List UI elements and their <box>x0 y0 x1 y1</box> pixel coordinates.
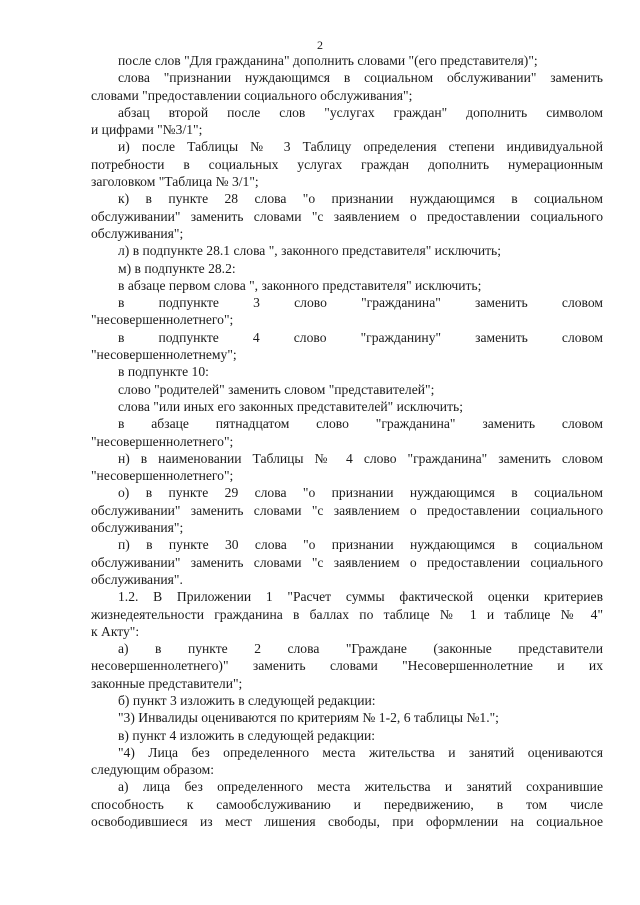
text-line: "3) Инвалиды оцениваются по критериям № 1-2, 6 таблицы №1."; <box>118 710 499 726</box>
text-line: обслуживания"; <box>91 520 184 536</box>
text-line: словами "предоставлении социального обслуживания"; <box>91 87 413 103</box>
text-line: н) в наименовании Таблицы № 4 слово "гражданина" заменить словом <box>118 450 603 466</box>
document-body <box>91 52 603 830</box>
text-line: потребности в социальных услугах граждан дополнить нумерационным <box>91 156 603 172</box>
text-line: слова "признании нуждающимся в социальном обслуживании" заменить <box>118 70 603 86</box>
text-line: а) в пункте 2 слова "Граждане (законные представители <box>118 641 603 657</box>
text-line: "несовершеннолетнему"; <box>91 347 237 363</box>
text-line: "несовершеннолетнего"; <box>91 468 234 484</box>
text-line: м) в подпункте 28.2: <box>118 260 236 276</box>
text-line: жизнедеятельности гражданина в баллах по таблице № 1 и таблице № 4" <box>91 606 603 622</box>
text-line: заголовком "Таблица № 3/1"; <box>91 174 259 190</box>
text-line: после слов "Для гражданина" дополнить словами "(его представителя)"; <box>118 53 538 68</box>
text-line: "несовершеннолетнего"; <box>91 312 234 328</box>
text-line: слово "родителей" заменить словом "представителей"; <box>118 381 435 397</box>
text-line: обслуживания". <box>91 571 183 587</box>
text-line: в подпункте 4 слово "гражданину" заменить словом <box>118 329 603 345</box>
text-line: в подпункте 3 слово "гражданина" заменить словом <box>118 295 603 311</box>
text-line: в подпункте 10: <box>118 364 209 380</box>
text-line: обслуживания"; <box>91 225 184 241</box>
text-line: несовершеннолетнего)" заменить словами "Несовершеннолетние и их <box>91 658 603 674</box>
text-line: "4) Лица без определенного места жительства и занятий оцениваются <box>118 744 603 760</box>
text-line: обслуживании" заменить словами "с заявлением о предоставлении социального <box>91 554 603 570</box>
text-line: "несовершеннолетнего"; <box>91 433 234 449</box>
text-line: к) в пункте 28 слова "о признании нуждающимся в социальном <box>118 191 603 207</box>
text-line: в) пункт 4 изложить в следующей редакции: <box>118 727 376 743</box>
text-line: обслуживании" заменить словами "с заявлением о предоставлении социального <box>91 208 603 224</box>
text-line: а) лица без определенного места жительства и занятий сохранившие <box>118 779 603 795</box>
text-line: освободившиеся из мест лишения свободы, при оформлении на социальное <box>91 814 603 830</box>
text-line: абзац второй после слов "услугах граждан" дополнить символом <box>118 104 603 120</box>
text-line: и цифрами "№3/1"; <box>91 122 203 138</box>
text-line: в абзаце пятнадцатом слово "гражданина" заменить словом <box>118 416 603 432</box>
text-line: следующим образом: <box>91 762 215 778</box>
text-line: обслуживании" заменить словами "с заявлением о предоставлении социального <box>91 502 603 518</box>
text-line: и) после Таблицы № 3 Таблицу определения степени индивидуальной <box>118 139 603 155</box>
text-line: о) в пункте 29 слова "о признании нуждающимся в социальном <box>118 485 603 501</box>
text-line: б) пункт 3 изложить в следующей редакции: <box>118 692 376 708</box>
text-line: 1.2. В Приложении 1 "Расчет суммы фактической оценки критериев <box>118 589 603 605</box>
text-line: л) в подпункте 28.1 слова ", законного представителя" исключить; <box>118 243 502 259</box>
text-line: в абзаце первом слова ", законного представителя" исключить; <box>118 277 482 293</box>
page-number: 2 <box>317 38 323 52</box>
text-line: способность к самообслуживанию и передвижению, в том числе <box>91 796 603 812</box>
text-line: п) в пункте 30 слова "о признании нуждающимся в социальном <box>118 537 603 553</box>
text-line: к Акту": <box>91 623 140 639</box>
text-line: слова "или иных его законных представителей" исключить; <box>118 398 463 414</box>
text-line: законные представители"; <box>91 675 243 691</box>
